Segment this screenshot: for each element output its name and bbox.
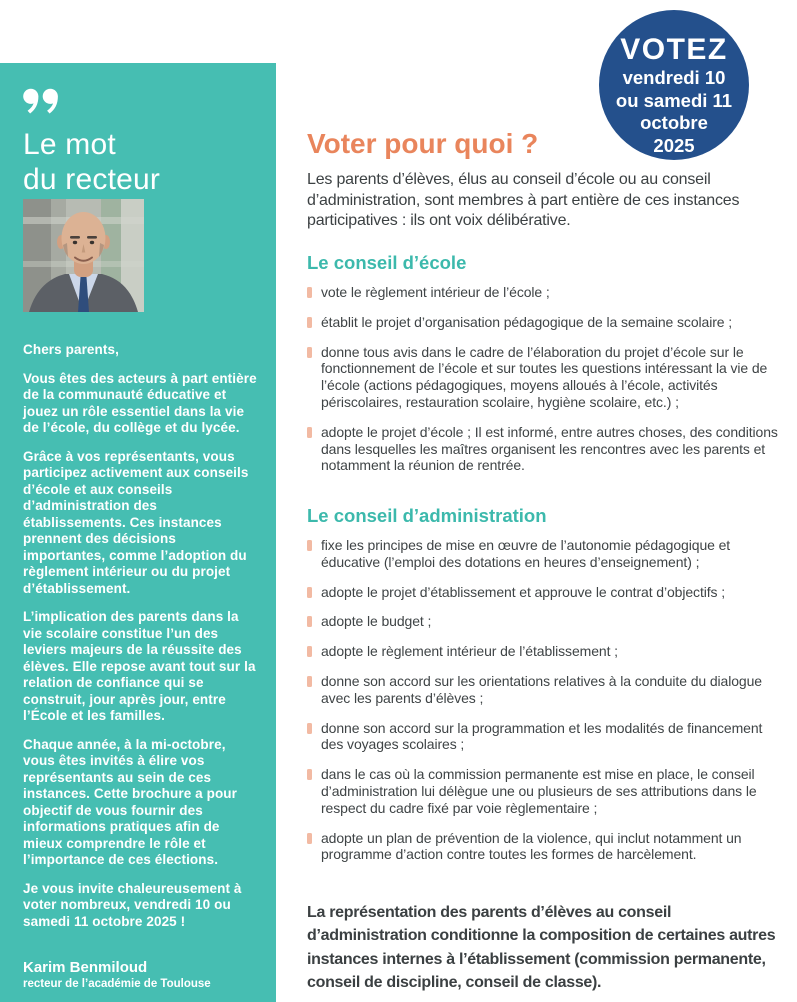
list-item xyxy=(307,537,785,571)
sidebar-title xyxy=(23,127,260,197)
bullet-marker xyxy=(307,723,312,734)
list-item xyxy=(307,344,785,411)
bullet-marker xyxy=(307,540,312,551)
sidebar-paragraph: Vous êtes des acteurs à part entière de la communauté éducative et jouez un rôle essentiel dans la vie de l’école, du collège et du lycée. xyxy=(23,370,257,435)
signature-name: Karim Benmiloud xyxy=(23,959,148,976)
list-item-text: adopte le projet d’école ; Il est informé, entre autres choses, des conditions dans lesquelles les maîtres organisent les rencontres avec les parents et notamment la réunion de rentrée. xyxy=(321,423,778,474)
conseil-administration-list xyxy=(307,537,785,863)
sidebar-paragraph: L’implication des parents dans la vie scolaire constitue l’un des leviers majeurs de la réussite des élèves. Elle repose avant tout sur la relation de confiance qui se construit, jour après jour, entre l’École et les familles. xyxy=(23,609,256,723)
bullet-marker xyxy=(307,427,312,438)
list-item xyxy=(307,424,785,474)
list-item-text: adopte le projet d’établissement et approuve le contrat d’objectifs ; xyxy=(321,583,726,600)
badge-date-line: vendredi 10 xyxy=(622,67,726,88)
list-item-text: donne son accord sur la programmation et les modalités de financement des voyages scolaires ; xyxy=(321,719,763,753)
bullet-marker xyxy=(307,833,312,844)
list-item-text: adopte le règlement intérieur de l’établissement ; xyxy=(321,643,618,660)
list-item xyxy=(307,314,785,331)
sidebar-title-line1: Le mot xyxy=(23,128,116,161)
list-item xyxy=(307,284,785,301)
list-item-text: donne son accord sur les orientations relatives à la conduite du dialogue avec les parents d’élèves ; xyxy=(321,672,762,706)
list-item-text: établit le projet d’organisation pédagogique de la semaine scolaire ; xyxy=(321,313,733,330)
badge-date-line: octobre xyxy=(640,112,708,133)
list-item-text: fixe les principes de mise en œuvre de l’autonomie pédagogique et éducative (l’emploi des dotations en heures d’enseignement) ; xyxy=(321,537,731,570)
sidebar-paragraph: Je vous invite chaleureusement à voter nombreux, vendredi 10 ou samedi 11 octobre 2025 ! xyxy=(23,880,242,929)
bullet-marker xyxy=(307,317,312,328)
list-item xyxy=(307,830,785,864)
list-item-text: adopte le budget ; xyxy=(321,613,432,630)
rector-photo xyxy=(23,199,144,312)
conseil-ecole-list xyxy=(307,284,785,474)
badge-title: VOTEZ xyxy=(620,33,728,66)
sidebar-paragraph: Chaque année, à la mi-octobre, vous êtes invités à élire vos représentants au sein de ces instances. Cette brochure a pour objectif de vous fournir des informations pratiques afin de mieux comprendre le rôle et l’importance de ces élections. xyxy=(23,736,237,867)
intro-paragraph: Les parents d’élèves, élus au conseil d’école ou au conseil d’administration, sont membres à part entière de ces instances participatives : ils ont voix délibérative. xyxy=(307,171,740,229)
list-item xyxy=(307,673,785,707)
signature-role: recteur de l’académie de Toulouse xyxy=(23,978,211,990)
bullet-marker xyxy=(307,347,312,358)
bullet-marker xyxy=(307,287,312,298)
list-item xyxy=(307,584,785,601)
quote-icon xyxy=(23,87,60,117)
sidebar-paragraphs xyxy=(23,342,260,930)
list-item-text: donne tous avis dans le cadre de l’élaboration du projet d’école sur le fonctionnement de l’école et sur toutes les questions intéressant la vie de l’école (actions pédagogiques, moyens alloués à l’école, activités périscolaires, restauration scolaire, hygiène scolaire, etc.) ; xyxy=(321,343,768,410)
list-item-text: dans le cas où la commission permanente est mise en place, le conseil d’administration lui délègue une ou plusieurs de ses attributions dans le respect du cadre fixé par voie règlementaire ; xyxy=(321,766,757,816)
bullet-marker xyxy=(307,676,312,687)
page-title: Voter pour quoi ? xyxy=(307,128,539,159)
sidebar-paragraph: Chers parents, xyxy=(23,342,119,357)
signature-block xyxy=(23,959,211,990)
bullet-marker xyxy=(307,587,312,598)
section-heading: Le conseil d’administration xyxy=(307,505,547,526)
section-conseil-ecole xyxy=(307,252,785,487)
bullet-marker xyxy=(307,646,312,657)
list-item xyxy=(307,766,785,816)
bullet-marker xyxy=(307,769,312,780)
list-item-text: vote le règlement intérieur de l’école ; xyxy=(321,284,550,300)
list-item xyxy=(307,643,785,660)
badge-date-line: 2025 xyxy=(653,134,695,156)
sidebar-paragraph: Grâce à vos représentants, vous participez activement aux conseils d’école et aux conseils d’administration des établissements. Ces instances prennent des décisions importantes, comme l’adoption du règlement intérieur ou du projet d’établissement. xyxy=(23,448,249,596)
list-item-text: adopte un plan de prévention de la violence, qui inclut notamment un programme d’action contre toutes les formes de harcèlement. xyxy=(321,829,742,863)
list-item xyxy=(307,613,785,630)
bullet-marker xyxy=(307,616,312,627)
badge-date-line: ou samedi 11 xyxy=(615,89,733,111)
rector-sidebar xyxy=(0,63,276,1002)
closing-paragraph: La représentation des parents d’élèves au conseil d’administration conditionne la composition de certaines autres instances internes à l’établissement (commission permanente, conseil de discipline, conseil de classe). xyxy=(307,904,776,991)
sidebar-title-line2: du recteur xyxy=(23,163,161,196)
section-conseil-administration xyxy=(307,505,785,876)
list-item xyxy=(307,720,785,754)
section-heading: Le conseil d’école xyxy=(307,252,467,273)
main-content xyxy=(307,0,785,1002)
